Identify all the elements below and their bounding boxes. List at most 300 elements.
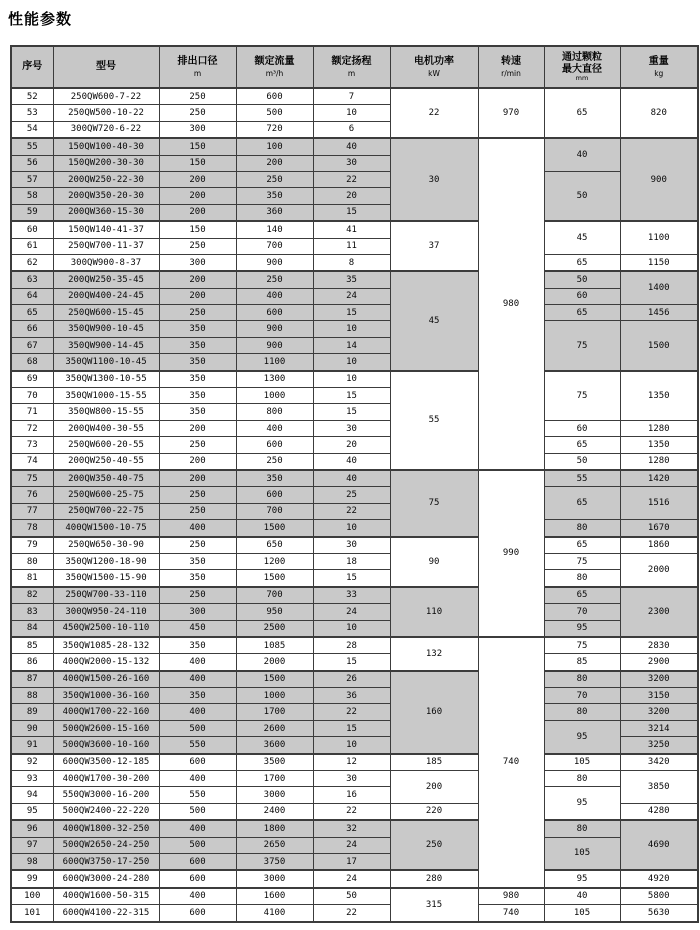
head-cell: 40	[313, 138, 390, 155]
diameter-cell: 400	[159, 654, 236, 671]
flow-cell: 900	[236, 254, 313, 271]
serial-cell: 94	[11, 787, 53, 803]
diameter-cell: 300	[159, 254, 236, 271]
model-cell: 250QW700-11-37	[53, 238, 159, 254]
flow-cell: 1500	[236, 570, 313, 587]
model-cell: 350QW900-14-45	[53, 337, 159, 353]
head-cell: 50	[313, 888, 390, 905]
table-row	[11, 570, 698, 587]
speed-cell: 740	[478, 905, 544, 922]
diameter-cell: 450	[159, 620, 236, 637]
particle-cell: 75	[544, 321, 620, 371]
diameter-cell: 300	[159, 604, 236, 620]
weight-cell: 5800	[620, 888, 698, 905]
particle-cell: 70	[544, 604, 620, 620]
serial-cell: 60	[11, 221, 53, 238]
serial-cell: 90	[11, 720, 53, 736]
power-cell: 220	[390, 803, 478, 820]
model-cell: 250QW500-10-22	[53, 105, 159, 121]
col-label: 额定流量	[254, 56, 295, 67]
head-cell: 15	[313, 388, 390, 404]
weight-cell: 1670	[620, 520, 698, 537]
diameter-cell: 250	[159, 503, 236, 519]
flow-cell: 1800	[236, 820, 313, 837]
serial-cell: 64	[11, 288, 53, 304]
head-cell: 24	[313, 604, 390, 620]
model-cell: 350QW1200-18-90	[53, 553, 159, 569]
particle-cell: 65	[544, 88, 620, 138]
flow-cell: 1000	[236, 388, 313, 404]
weight-cell: 1350	[620, 371, 698, 421]
model-cell: 250QW650-30-90	[53, 537, 159, 554]
head-cell: 32	[313, 820, 390, 837]
table-row	[11, 520, 698, 537]
col-label: 电机功率	[414, 56, 454, 67]
head-cell: 24	[313, 837, 390, 853]
model-cell: 550QW3000-16-200	[53, 787, 159, 803]
model-cell: 600QW3000-24-280	[53, 870, 159, 887]
flow-cell: 2400	[236, 803, 313, 820]
table-row	[11, 221, 698, 238]
model-cell: 150QW200-30-30	[53, 155, 159, 171]
particle-cell: 60	[544, 420, 620, 436]
diameter-cell: 600	[159, 754, 236, 771]
col-header-weight	[620, 46, 698, 88]
table-row	[11, 288, 698, 304]
serial-cell: 82	[11, 587, 53, 604]
weight-cell: 3214	[620, 720, 698, 736]
weight-cell: 3850	[620, 771, 698, 804]
flow-cell: 1085	[236, 637, 313, 654]
particle-cell: 40	[544, 138, 620, 171]
head-cell: 28	[313, 637, 390, 654]
model-cell: 200QW360-15-30	[53, 204, 159, 221]
particle-cell: 80	[544, 570, 620, 587]
model-cell: 200QW400-24-45	[53, 288, 159, 304]
flow-cell: 2600	[236, 720, 313, 736]
head-cell: 6	[313, 121, 390, 138]
flow-cell: 4100	[236, 905, 313, 922]
model-cell: 400QW1800-32-250	[53, 820, 159, 837]
model-cell: 600QW3750-17-250	[53, 853, 159, 870]
table-row	[11, 754, 698, 771]
model-cell: 350QW900-10-45	[53, 321, 159, 337]
particle-cell: 80	[544, 820, 620, 837]
particle-cell: 80	[544, 671, 620, 688]
power-cell: 132	[390, 637, 478, 671]
table-row	[11, 470, 698, 487]
particle-cell: 80	[544, 771, 620, 787]
particle-cell: 95	[544, 870, 620, 887]
head-cell: 20	[313, 437, 390, 453]
serial-cell: 67	[11, 337, 53, 353]
diameter-cell: 350	[159, 637, 236, 654]
serial-cell: 63	[11, 271, 53, 288]
col-unit: kW	[428, 69, 440, 78]
model-cell: 450QW2500-10-110	[53, 620, 159, 637]
model-cell: 400QW1500-10-75	[53, 520, 159, 537]
particle-cell: 65	[544, 305, 620, 321]
diameter-cell: 200	[159, 171, 236, 187]
flow-cell: 250	[236, 171, 313, 187]
col-unit: m	[193, 69, 202, 78]
flow-cell: 700	[236, 587, 313, 604]
diameter-cell: 200	[159, 188, 236, 204]
head-cell: 22	[313, 905, 390, 922]
serial-cell: 95	[11, 803, 53, 820]
speed-cell: 970	[478, 88, 544, 138]
diameter-cell: 200	[159, 271, 236, 288]
head-cell: 7	[313, 88, 390, 105]
serial-cell: 100	[11, 888, 53, 905]
weight-cell: 2300	[620, 587, 698, 637]
diameter-cell: 400	[159, 820, 236, 837]
serial-cell: 70	[11, 388, 53, 404]
diameter-cell: 150	[159, 221, 236, 238]
model-cell: 200QW350-40-75	[53, 470, 159, 487]
col-label: 通过颗粒	[562, 52, 602, 63]
head-cell: 22	[313, 503, 390, 519]
diameter-cell: 400	[159, 704, 236, 720]
serial-cell: 62	[11, 254, 53, 271]
particle-cell: 95	[544, 720, 620, 753]
diameter-cell: 250	[159, 105, 236, 121]
serial-cell: 89	[11, 704, 53, 720]
particle-cell: 95	[544, 620, 620, 637]
flow-cell: 700	[236, 503, 313, 519]
particle-cell: 65	[544, 487, 620, 520]
flow-cell: 1500	[236, 671, 313, 688]
serial-cell: 99	[11, 870, 53, 887]
particle-cell: 95	[544, 787, 620, 820]
particle-cell: 55	[544, 470, 620, 487]
model-cell: 400QW1600-50-315	[53, 888, 159, 905]
model-cell: 350QW1000-15-55	[53, 388, 159, 404]
weight-cell: 1350	[620, 437, 698, 453]
model-cell: 250QW600-7-22	[53, 88, 159, 105]
particle-cell: 60	[544, 288, 620, 304]
diameter-cell: 400	[159, 771, 236, 787]
flow-cell: 600	[236, 88, 313, 105]
weight-cell: 4920	[620, 870, 698, 887]
flow-cell: 900	[236, 337, 313, 353]
table-header	[11, 46, 698, 88]
table-row	[11, 787, 698, 803]
col-label: 序号	[22, 61, 43, 72]
table-row	[11, 837, 698, 853]
head-cell: 10	[313, 620, 390, 637]
table-row	[11, 888, 698, 905]
weight-cell: 4280	[620, 803, 698, 820]
flow-cell: 400	[236, 288, 313, 304]
weight-cell: 2000	[620, 553, 698, 586]
diameter-cell: 400	[159, 520, 236, 537]
serial-cell: 68	[11, 354, 53, 371]
model-cell: 250QW700-33-110	[53, 587, 159, 604]
diameter-cell: 350	[159, 688, 236, 704]
flow-cell: 200	[236, 155, 313, 171]
diameter-cell: 350	[159, 321, 236, 337]
head-cell: 41	[313, 221, 390, 238]
head-cell: 11	[313, 238, 390, 254]
diameter-cell: 250	[159, 537, 236, 554]
model-cell: 350QW800-15-55	[53, 404, 159, 420]
serial-cell: 65	[11, 305, 53, 321]
weight-cell: 4690	[620, 820, 698, 870]
serial-cell: 73	[11, 437, 53, 453]
head-cell: 30	[313, 155, 390, 171]
model-cell: 400QW2000-15-132	[53, 654, 159, 671]
diameter-cell: 250	[159, 238, 236, 254]
model-cell: 250QW600-25-75	[53, 487, 159, 503]
col-label-line2: 最大直径	[562, 64, 602, 75]
particle-cell: 105	[544, 837, 620, 870]
serial-cell: 84	[11, 620, 53, 637]
table-row	[11, 620, 698, 637]
model-cell: 500QW3600-10-160	[53, 737, 159, 754]
model-cell: 300QW720-6-22	[53, 121, 159, 138]
head-cell: 15	[313, 305, 390, 321]
col-header-power	[390, 46, 478, 88]
head-cell: 10	[313, 737, 390, 754]
table-row	[11, 321, 698, 337]
col-label: 型号	[96, 61, 116, 72]
weight-cell: 1860	[620, 537, 698, 554]
model-cell: 600QW4100-22-315	[53, 905, 159, 922]
head-cell: 22	[313, 171, 390, 187]
table-row	[11, 688, 698, 704]
weight-cell: 3200	[620, 704, 698, 720]
serial-cell: 52	[11, 88, 53, 105]
diameter-cell: 250	[159, 437, 236, 453]
table-row	[11, 820, 698, 837]
head-cell: 30	[313, 420, 390, 436]
model-cell: 350QW1100-10-45	[53, 354, 159, 371]
diameter-cell: 500	[159, 803, 236, 820]
speed-cell: 980	[478, 888, 544, 905]
serial-cell: 76	[11, 487, 53, 503]
model-cell: 350QW1300-10-55	[53, 371, 159, 388]
diameter-cell: 200	[159, 288, 236, 304]
model-cell: 350QW1000-36-160	[53, 688, 159, 704]
head-cell: 16	[313, 787, 390, 803]
power-cell: 45	[390, 271, 478, 370]
table-row	[11, 537, 698, 554]
serial-cell: 81	[11, 570, 53, 587]
flow-cell: 250	[236, 271, 313, 288]
power-cell: 110	[390, 587, 478, 637]
weight-cell: 3200	[620, 671, 698, 688]
table-row	[11, 587, 698, 604]
col-unit: r/min	[501, 69, 521, 78]
power-cell: 200	[390, 771, 478, 804]
serial-cell: 88	[11, 688, 53, 704]
model-cell: 200QW250-40-55	[53, 453, 159, 470]
diameter-cell: 350	[159, 553, 236, 569]
head-cell: 17	[313, 853, 390, 870]
model-cell: 600QW3500-12-185	[53, 754, 159, 771]
table-row	[11, 371, 698, 388]
particle-cell: 70	[544, 688, 620, 704]
serial-cell: 77	[11, 503, 53, 519]
weight-cell: 1100	[620, 221, 698, 254]
head-cell: 24	[313, 288, 390, 304]
flow-cell: 140	[236, 221, 313, 238]
diameter-cell: 200	[159, 453, 236, 470]
table-row	[11, 704, 698, 720]
particle-cell: 45	[544, 221, 620, 254]
particle-cell: 105	[544, 905, 620, 922]
col-unit: kg	[654, 69, 664, 78]
particle-cell: 40	[544, 888, 620, 905]
head-cell: 10	[313, 371, 390, 388]
head-cell: 40	[313, 470, 390, 487]
header-row	[11, 46, 698, 88]
table-row	[11, 254, 698, 271]
model-cell: 350QW1085-28-132	[53, 637, 159, 654]
serial-cell: 96	[11, 820, 53, 837]
diameter-cell: 350	[159, 570, 236, 587]
table-row	[11, 420, 698, 436]
col-label: 额定扬程	[331, 56, 372, 67]
head-cell: 26	[313, 671, 390, 688]
flow-cell: 100	[236, 138, 313, 155]
diameter-cell: 250	[159, 88, 236, 105]
table-row	[11, 88, 698, 105]
table-row	[11, 720, 698, 736]
flow-cell: 1300	[236, 371, 313, 388]
diameter-cell: 350	[159, 337, 236, 353]
serial-cell: 58	[11, 188, 53, 204]
diameter-cell: 500	[159, 720, 236, 736]
particle-cell: 105	[544, 754, 620, 771]
head-cell: 15	[313, 570, 390, 587]
col-header-serial	[11, 46, 53, 88]
head-cell: 14	[313, 337, 390, 353]
serial-cell: 59	[11, 204, 53, 221]
diameter-cell: 150	[159, 138, 236, 155]
flow-cell: 600	[236, 437, 313, 453]
table-row	[11, 437, 698, 453]
head-cell: 22	[313, 803, 390, 820]
particle-cell: 75	[544, 553, 620, 569]
col-header-particle	[544, 46, 620, 88]
weight-cell: 3150	[620, 688, 698, 704]
flow-cell: 1600	[236, 888, 313, 905]
col-header-head	[313, 46, 390, 88]
serial-cell: 85	[11, 637, 53, 654]
weight-cell: 2830	[620, 637, 698, 654]
head-cell: 10	[313, 520, 390, 537]
diameter-cell: 350	[159, 371, 236, 388]
particle-cell: 50	[544, 453, 620, 470]
diameter-cell: 200	[159, 420, 236, 436]
speed-cell: 990	[478, 470, 544, 637]
diameter-cell: 400	[159, 888, 236, 905]
table-row	[11, 604, 698, 620]
model-cell: 150QW140-41-37	[53, 221, 159, 238]
diameter-cell: 350	[159, 354, 236, 371]
head-cell: 10	[313, 105, 390, 121]
col-unit: mm	[575, 74, 589, 82]
serial-cell: 79	[11, 537, 53, 554]
model-cell: 200QW350-20-30	[53, 188, 159, 204]
head-cell: 15	[313, 720, 390, 736]
flow-cell: 1700	[236, 704, 313, 720]
head-cell: 10	[313, 321, 390, 337]
model-cell: 500QW2600-15-160	[53, 720, 159, 736]
power-cell: 280	[390, 870, 478, 887]
serial-cell: 75	[11, 470, 53, 487]
head-cell: 15	[313, 654, 390, 671]
diameter-cell: 350	[159, 404, 236, 420]
flow-cell: 720	[236, 121, 313, 138]
serial-cell: 56	[11, 155, 53, 171]
flow-cell: 1200	[236, 553, 313, 569]
flow-cell: 350	[236, 188, 313, 204]
power-cell: 315	[390, 888, 478, 922]
parameters-table	[10, 45, 699, 923]
head-cell: 12	[313, 754, 390, 771]
col-label: 转速	[501, 56, 521, 67]
power-cell: 55	[390, 371, 478, 470]
serial-cell: 87	[11, 671, 53, 688]
table-row	[11, 771, 698, 787]
speed-cell: 740	[478, 637, 544, 888]
head-cell: 15	[313, 404, 390, 420]
flow-cell: 3000	[236, 787, 313, 803]
particle-cell: 75	[544, 637, 620, 654]
flow-cell: 250	[236, 453, 313, 470]
head-cell: 8	[313, 254, 390, 271]
flow-cell: 700	[236, 238, 313, 254]
weight-cell: 1150	[620, 254, 698, 271]
model-cell: 200QW250-22-30	[53, 171, 159, 187]
col-label: 排出口径	[177, 56, 218, 67]
flow-cell: 1700	[236, 771, 313, 787]
weight-cell: 2900	[620, 654, 698, 671]
table-row	[11, 671, 698, 688]
flow-cell: 650	[236, 537, 313, 554]
particle-cell: 50	[544, 271, 620, 288]
serial-cell: 55	[11, 138, 53, 155]
model-cell: 400QW1700-22-160	[53, 704, 159, 720]
particle-cell: 65	[544, 254, 620, 271]
power-cell: 250	[390, 820, 478, 870]
serial-cell: 97	[11, 837, 53, 853]
model-cell: 300QW900-8-37	[53, 254, 159, 271]
flow-cell: 3500	[236, 754, 313, 771]
flow-cell: 350	[236, 470, 313, 487]
flow-cell: 500	[236, 105, 313, 121]
flow-cell: 1100	[236, 354, 313, 371]
diameter-cell: 350	[159, 388, 236, 404]
model-cell: 200QW250-35-45	[53, 271, 159, 288]
col-unit: m	[347, 69, 356, 78]
serial-cell: 80	[11, 553, 53, 569]
head-cell: 18	[313, 553, 390, 569]
table-row	[11, 487, 698, 503]
table-body	[11, 88, 698, 922]
table-row	[11, 138, 698, 155]
diameter-cell: 400	[159, 671, 236, 688]
flow-cell: 3000	[236, 870, 313, 887]
power-cell: 75	[390, 470, 478, 537]
model-cell: 150QW100-40-30	[53, 138, 159, 155]
particle-cell: 65	[544, 537, 620, 554]
power-cell: 90	[390, 537, 478, 587]
serial-cell: 61	[11, 238, 53, 254]
